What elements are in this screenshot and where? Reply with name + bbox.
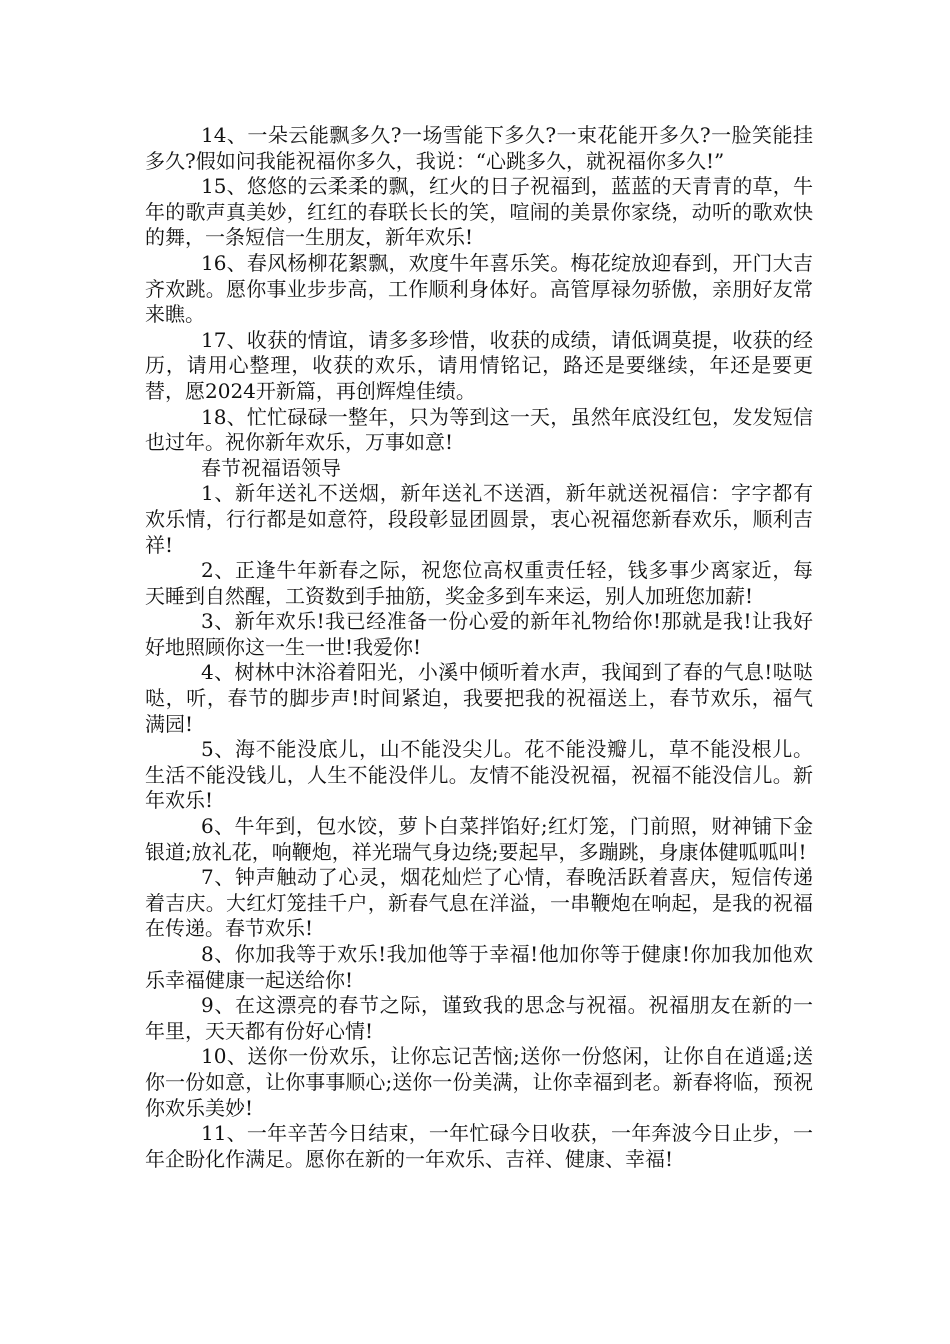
paragraph-18: 18、忙忙碌碌一整年，只为等到这一天，虽然年底没红包，发发短信也过年。祝你新年欢乐，万事如意! [145, 404, 813, 455]
paragraph-7: 7、钟声触动了心灵，烟花灿烂了心情，春晚活跃着喜庆，短信传递着吉庆。大红灯笼挂千户，新春气息在洋溢，一串鞭炮在响起，是我的祝福在传递。春节欢乐! [145, 865, 813, 941]
paragraph-1: 1、新年送礼不送烟，新年送礼不送酒，新年就送祝福信：字字都有欢乐情，行行都是如意符，段段彰显团圆景，衷心祝福您新春欢乐，顺利吉祥! [145, 481, 813, 557]
paragraph-3: 3、新年欢乐!我已经准备一份心爱的新年礼物给你!那就是我!让我好好地照顾你这一生一世!我爱你! [145, 609, 813, 659]
paragraph-15: 15、悠悠的云柔柔的飘，红火的日子祝福到，蓝蓝的天青青的草，牛年的歌声真美妙，红红的春联长长的笑，喧闹的美景你家绕，动听的歌欢快的舞，一条短信一生朋友，新年欢乐! [145, 174, 813, 250]
paragraph-16: 16、春风杨柳花絮飘，欢度牛年喜乐笑。梅花绽放迎春到，开门大吉齐欢跳。愿你事业步步高，工作顺利身体好。高管厚禄勿骄傲，亲朋好友常来瞧。 [145, 250, 813, 327]
paragraph-4: 4、树林中沐浴着阳光，小溪中倾听着水声，我闻到了春的气息!哒哒哒，听，春节的脚步声!时间紧迫，我要把我的祝福送上，春节欢乐，福气满园! [145, 660, 813, 736]
paragraph-10: 10、送你一份欢乐，让你忘记苦恼;送你一份悠闲，让你自在逍遥;送你一份如意，让你事事顺心;送你一份美满，让你幸福到老。新春将临，预祝你欢乐美妙! [145, 1044, 813, 1120]
paragraph-11: 11、一年辛苦今日结束，一年忙碌今日收获，一年奔波今日止步，一年企盼化作满足。愿你在新的一年欢乐、吉祥、健康、幸福! [145, 1121, 813, 1171]
paragraph-6: 6、牛年到，包水饺，萝卜白菜拌馅好;红灯笼，门前照，财神铺下金银道;放礼花，响鞭炮，祥光瑞气身边绕;要起早，多蹦跳，身康体健呱呱叫! [145, 814, 813, 864]
paragraph-2: 2、正逢牛年新春之际，祝您位高权重责任轻，钱多事少离家近，每天睡到自然醒，工资数到手抽筋，奖金多到车来运，别人加班您加薪! [145, 558, 813, 608]
paragraph-17: 17、收获的情谊，请多多珍惜，收获的成绩，请低调莫提，收获的经历，请用心整理，收获的欢乐，请用情铭记，路还是要继续，年还是要更替，愿2024开新篇，再创辉煌佳绩。 [145, 327, 813, 403]
paragraph-8: 8、你加我等于欢乐!我加他等于幸福!他加你等于健康!你加我加他欢乐幸福健康一起送给你! [145, 942, 813, 992]
paragraph-5: 5、海不能没底儿，山不能没尖儿。花不能没瓣儿，草不能没根儿。生活不能没钱儿，人生不能没伴儿。友情不能没祝福，祝福不能没信儿。新年欢乐! [145, 737, 813, 813]
document-page [145, 123, 813, 1172]
paragraph-14: 14、一朵云能飘多久?一场雪能下多久?一束花能开多久?一脸笑能挂多久?假如问我能祝福你多久，我说：“心跳多久，就祝福你多久!” [145, 123, 813, 173]
section-heading: 春节祝福语领导 [201, 455, 341, 480]
paragraph-9: 9、在这漂亮的春节之际，谨致我的思念与祝福。祝福朋友在新的一年里，天天都有份好心情! [145, 993, 813, 1043]
